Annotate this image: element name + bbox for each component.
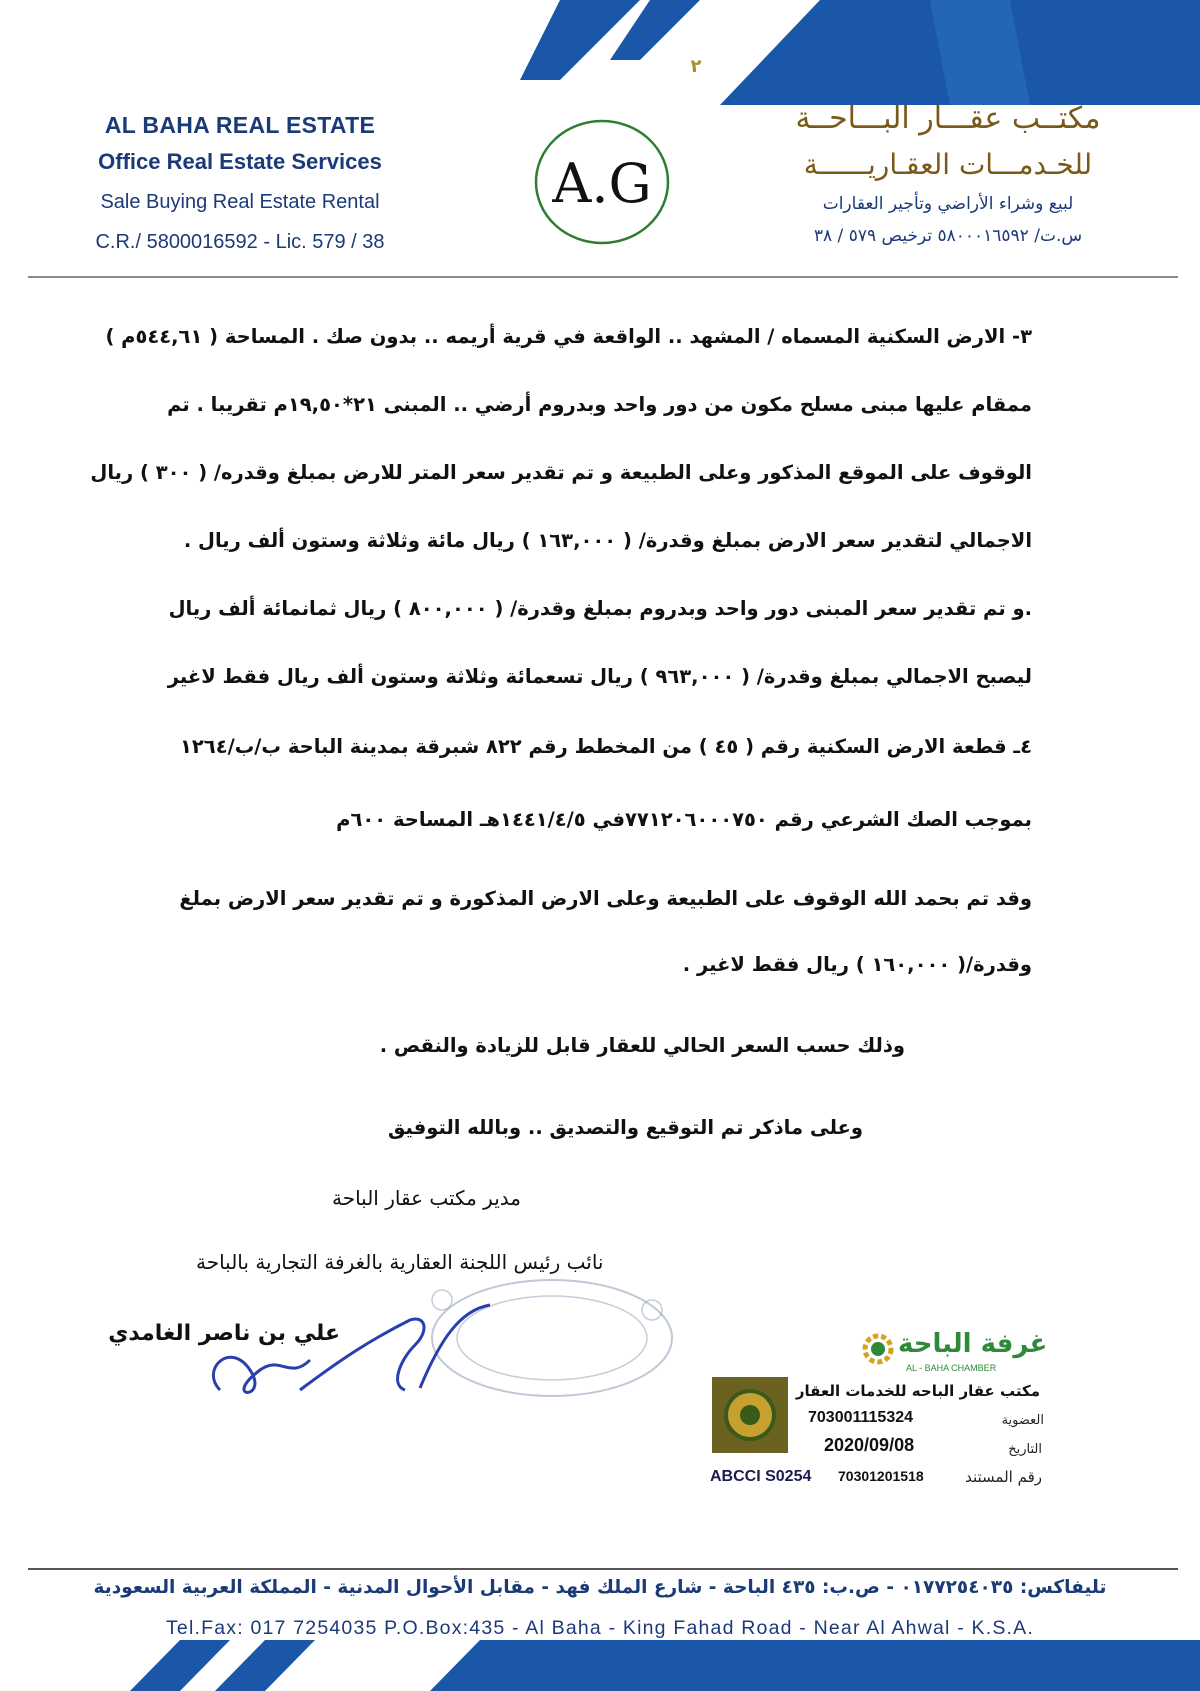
body-line: .و تم تقدير سعر المبنى دور واحد وبدروم بمبلغ وقدرة/ ( ٨٠٠,٠٠٠ ) ريال ثمانمائة ألف ريال xyxy=(168,597,1032,620)
body-line: وعلى ماذكر تم التوقيع والتصديق .. وبالله التوفيق xyxy=(387,1116,863,1139)
body-line: الاجمالي لتقدير سعر الارض بمبلغ وقدرة/ ( ١٦٣,٠٠٠ ) ريال مائة وثلاثة وستون ألف ريال . xyxy=(183,529,1032,552)
manager-title: مدير مكتب عقار الباحة xyxy=(332,1186,521,1210)
date-label: التاريخ xyxy=(1008,1442,1042,1457)
chamber-office-name: مكتب عقار الباحه للخدمات العقار xyxy=(795,1382,1040,1400)
page-number: ٢ xyxy=(690,56,702,77)
body-line: ٤ـ قطعة الارض السكنية رقم ( ٤٥ ) من المخطط رقم ٨٢٢ شبرقة بمدينة الباحة ب/ب/١٢٦٤ xyxy=(179,735,1032,758)
footer-english: Tel.Fax: 017 7254035 P.O.Box:435 - Al Baha - King Fahad Road - Near Al Ahwal - K.S.A. xyxy=(165,1617,1034,1639)
registration-ar: س.ت/ ٥٨٠٠٠١٦٥٩٢ ترخيص ٥٧٩ / ٣٨ xyxy=(813,226,1083,246)
body-line: وقدرة/( ١٦٠,٠٠٠ ) ريال فقط لاغير . xyxy=(682,953,1032,976)
abcci-code: ABCCI S0254 xyxy=(710,1468,812,1485)
header-divider xyxy=(28,276,1178,278)
services-ar: لبيع وشراء الأراضي وتأجير العقارات xyxy=(822,194,1074,214)
hologram-seal-icon xyxy=(710,1375,790,1455)
gear-icon xyxy=(858,1329,898,1369)
member-label: العضوية xyxy=(1001,1413,1044,1428)
body-line: ممقام عليها مبنى مسلح مكون من دور واحد وبدروم أرضي .. المبنى ٢١*١٩,٥٠م تقريبا . تم xyxy=(167,393,1032,416)
header-decoration xyxy=(0,0,1200,110)
logo-text: A.G xyxy=(552,152,652,215)
deputy-title: نائب رئيس اللجنة العقارية بالغرفة التجارية بالباحة xyxy=(196,1250,604,1274)
header-arabic xyxy=(748,95,1148,251)
document-label: رقم المستند xyxy=(965,1468,1042,1486)
footer-arabic: تليفاكس: ٠١٧٧٢٥٤٠٣٥ - ص.ب: ٤٣٥ الباحة - شارع الملك فهد - مقابل الأحوال المدنية - المملكة العربية السعودية xyxy=(93,1577,1107,1598)
handwritten-signature xyxy=(108,1300,540,1410)
chamber-stamp xyxy=(710,1325,1050,1525)
chamber-title: غرفة الباحة xyxy=(898,1329,1048,1359)
body-line: وذلك حسب السعر الحالي للعقار قابل للزيادة والنقص . xyxy=(379,1034,905,1057)
company-name-en: AL BAHA REAL ESTATE xyxy=(104,112,376,138)
body-line: ٣- الارض السكنية المسماه / المشهد .. الواقعة في قرية أريمه .. بدون صك . المساحة ( ٥٤٤,٦١م ) xyxy=(105,325,1032,348)
company-name-ar: مكتــب عقـــار البـــاحــة xyxy=(795,101,1101,136)
footer-divider xyxy=(28,1568,1178,1570)
member-number: 703001115324 xyxy=(808,1409,914,1426)
signatory-name: علي بن ناصر الغامدي xyxy=(108,1321,340,1346)
body-line: وقد تم بحمد الله الوقوف على الطبيعة وعلى الارض المذكورة و تم تقدير سعر الارض بملغ xyxy=(179,887,1032,910)
office-name-ar: للخـدمـــات العقـاريــــــة xyxy=(803,148,1093,181)
document-number: 70301201518 xyxy=(838,1468,924,1484)
footer-decoration xyxy=(0,1640,1200,1691)
body-line: ليصبح الاجمالي بمبلغ وقدرة/ ( ٩٦٣,٠٠٠ ) ريال تسعمائة وثلاثة وستون ألف ريال فقط لاغير xyxy=(167,665,1032,688)
body-line: الوقوف على الموقع المذكور وعلى الطبيعة و تم تقدير سعر المتر للارض بمبلغ وقدره/ ( ٣٠٠ ) ريال xyxy=(90,461,1032,484)
registration-en: C.R./ 5800016592 - Lic. 579 / 38 xyxy=(95,231,385,253)
company-logo xyxy=(532,118,672,246)
office-name-en: Office Real Estate Services xyxy=(98,149,382,174)
stamp-date: 2020/09/08 xyxy=(824,1435,915,1455)
services-en: Sale Buying Real Estate Rental xyxy=(100,191,380,213)
header-english xyxy=(55,108,425,262)
body-line: بموجب الصك الشرعي رقم ٧٧١٢٠٦٠٠٠٧٥٠في ١٤٤١/٤/٥هـ المساحة ٦٠٠م xyxy=(336,808,1032,831)
chamber-subtitle: AL - BAHA CHAMBER xyxy=(906,1363,997,1373)
